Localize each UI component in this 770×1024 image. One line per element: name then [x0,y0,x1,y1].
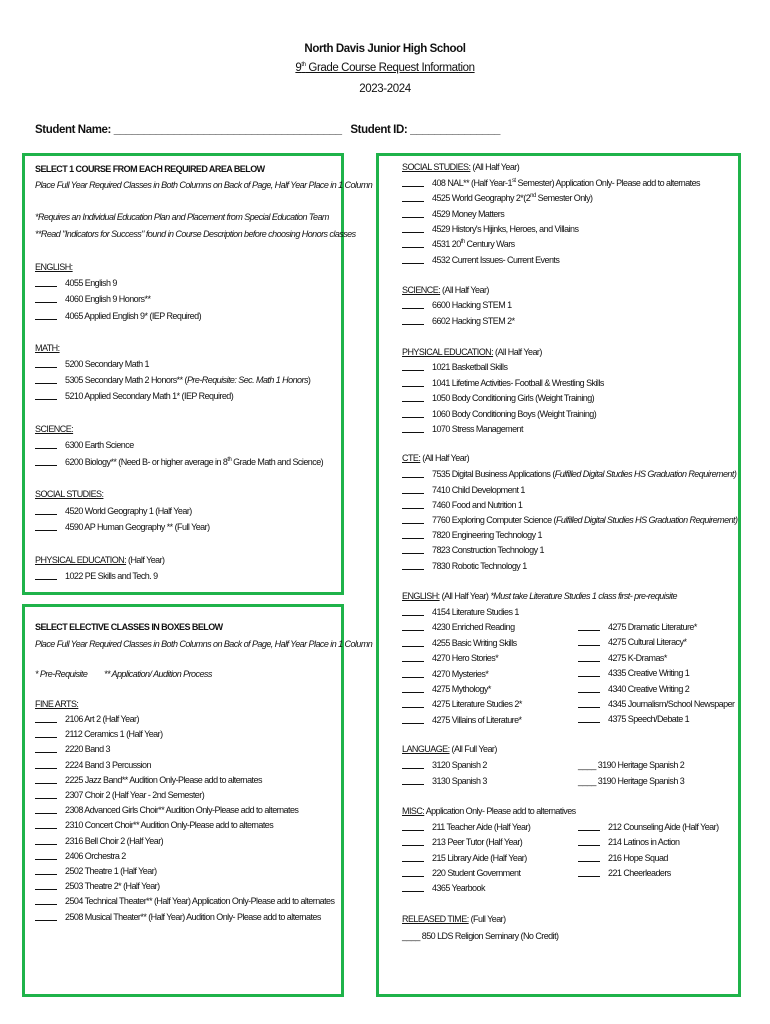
math-option[interactable]: 5305 Secondary Math 2 Honors** (Pre-Requisite: Sec. Math 1 Honors) [35,375,310,386]
r-pe-option[interactable] [402,393,594,404]
r-english-option-label: 4270 Hero Stories* [432,653,499,664]
answer-blank[interactable] [35,881,57,890]
r-misc-option-label: 211 Teacher Aide (Half Year) [432,822,531,832]
r-english-option[interactable] [578,699,734,710]
r-misc-option-label: 212 Counseling Aide (Half Year) [608,822,719,832]
r-cte-option[interactable]: 7410 Child Development 1 [402,485,525,496]
r-pe-option-label: 1070 Stress Management [432,424,523,434]
r-misc-option[interactable] [402,868,520,879]
r-english-option-label: 4375 Speech/Debate 1 [608,714,690,725]
answer-blank[interactable] [402,715,424,724]
fine-arts-option-label: 2106 Art 2 (Half Year) [65,714,139,724]
pe-label: PHYSICAL EDUCATION: (Half Year) [35,555,165,565]
r-science-label: SCIENCE: (All Half Year) [402,285,489,295]
fine-arts-option[interactable] [35,866,157,877]
fine-arts-option[interactable] [35,714,139,725]
answer-blank[interactable] [578,699,600,708]
r-english-option[interactable] [402,684,491,695]
r-misc-option[interactable] [578,868,671,879]
fine-arts-option-label: 2316 Bell Choir 2 (Half Year) [65,835,164,846]
r-english-option[interactable] [402,653,498,664]
r-english-option[interactable] [402,622,515,633]
r-pe-option[interactable] [402,409,596,420]
r-pe-option[interactable] [402,378,604,389]
r-misc-option-label: 220 Student Government [432,867,521,878]
answer-blank[interactable] [578,837,600,846]
r-english-option-label: 4154 Literature Studies 1 [432,607,519,617]
r-language-option[interactable]: 3130 Spanish 3 [402,776,487,787]
r-misc-option-label: 213 Peer Tutor (Half Year) [432,837,523,848]
r-release-option[interactable]: ____ 850 LDS Religion Seminary (No Credit) [402,931,559,941]
r-cte-option[interactable]: 7820 Engineering Technology 1 [402,530,542,541]
r-english-option[interactable] [578,668,689,679]
r-cte-option[interactable]: 7460 Food and Nutrition 1 [402,500,522,511]
fine-arts-option-label: 2224 Band 3 Percussion [65,759,151,770]
r-language-option[interactable]: ____ 3190 Heritage Spanish 2 [578,760,685,770]
answer-blank[interactable] [35,820,57,829]
r-english-option-label: 4275 Villains of Literature* [432,714,522,725]
r-misc-option-label: 221 Cheerleaders [608,867,671,878]
answer-blank[interactable] [578,637,600,646]
document-subtitle: 9th Grade Course Request Information [295,62,475,74]
r-english-option[interactable] [578,684,689,695]
fine-arts-option[interactable] [35,775,262,786]
answer-blank[interactable] [35,805,57,814]
r-english-option[interactable] [578,622,697,633]
r-pe-label: PHYSICAL EDUCATION: (All Half Year) [402,347,542,357]
answer-blank[interactable] [402,669,424,678]
r-english-option[interactable] [402,669,488,680]
r-misc-option-label: 214 Latinos in Action [608,837,680,848]
r-cte-option[interactable]: 7830 Robotic Technology 1 [402,561,527,572]
math-label: MATH: [35,343,60,353]
r-english-option[interactable] [402,638,517,649]
r-pe-option-label: 1060 Body Conditioning Boys (Weight Training) [432,408,597,419]
r-english-option-label: 4275 Cultural Literacy* [608,637,687,648]
r-english-option-label: 4275 K-Dramas* [608,652,667,663]
answer-blank[interactable] [402,822,424,831]
fine-arts-option-label: 2220 Band 3 [65,744,110,755]
answer-blank[interactable] [402,393,424,402]
r-cte-option[interactable]: 7535 Digital Business Applications (Fulfilled Digital Studies HS Graduation Requirement) [402,469,736,480]
fine-arts-option[interactable] [35,760,151,771]
r-english-option-label: 4230 Enriched Reading [432,622,515,633]
r-social-option[interactable]: 4532 Current Issues- Current Events [402,255,559,266]
required-heading: SELECT 1 COURSE FROM EACH REQUIRED AREA BELOW [35,164,265,174]
r-social-option[interactable]: 4525 World Geography 2*(2nd Semester Only) [402,193,593,204]
fine-arts-option-label: 2508 Musical Theater** (Half Year) Audition Only- Please add to alternates [65,911,321,922]
student-name-field[interactable]: Student Name: ______________________________________ [35,124,342,136]
answer-blank[interactable] [35,851,57,860]
answer-blank[interactable] [402,837,424,846]
fine-arts-option-label: 2502 Theatre 1 (Half Year) [65,866,157,876]
fine-arts-option-label: 2504 Technical Theater** (Half Year) Application Only-Please add to alternates [65,896,335,907]
r-misc-option-label: 215 Library Aide (Half Year) [432,852,527,863]
r-misc-option[interactable] [578,822,719,833]
answer-blank[interactable] [35,775,57,784]
answer-blank[interactable] [402,853,424,862]
answer-blank[interactable] [402,883,424,892]
r-social-option[interactable]: 4529 Money Matters [402,209,504,220]
required-note-honors: **Read "Indicators for Success" found in Course Description before choosing Honors classes [35,229,356,239]
r-misc-option-label: 216 Hope Squad [608,852,668,863]
r-language-option[interactable]: 3120 Spanish 2 [402,760,487,771]
r-pe-option-label: 1041 Lifetime Activities- Football & Wrestling Skills [432,377,604,388]
answer-blank[interactable] [35,836,57,845]
r-misc-label: MISC: Application Only- Please add to alternatives [402,806,576,816]
r-english-option[interactable] [578,637,686,648]
answer-blank[interactable] [35,790,57,799]
answer-blank[interactable] [402,653,424,662]
fine-arts-option-label: 2310 Concert Choir** Audition Only-Please add to alternates [65,820,274,831]
answer-blank[interactable] [35,912,57,921]
pe-option[interactable]: 1022 PE Skills and Tech. 9 [35,571,158,582]
required-note-iep: *Requires an Individual Education Plan and Placement from Special Education Team [35,212,329,222]
fine-arts-option[interactable] [35,744,110,755]
fine-arts-option-label: 2503 Theatre 2* (Half Year) [65,881,160,892]
fine-arts-option[interactable] [35,820,273,831]
fine-arts-option[interactable] [35,896,334,907]
r-misc-option[interactable] [402,883,485,894]
r-english-option-label: 4275 Mythology* [432,684,491,694]
r-science-option[interactable]: 6602 Hacking STEM 2* [402,316,515,327]
english-label: ENGLISH: [35,262,73,272]
r-english-option-label: 4275 Literature Studies 2* [432,699,522,710]
fine-arts-option[interactable] [35,912,321,923]
r-misc-option[interactable] [402,853,527,864]
legend-prerequisite: * Pre-Requisite [35,669,88,679]
r-english-option[interactable] [402,715,522,726]
student-id-field[interactable]: Student ID: _______________ [350,124,501,136]
science-option[interactable]: 6300 Earth Science [35,440,134,451]
r-pe-option[interactable] [402,362,507,373]
r-cte-option[interactable]: 7760 Exploring Computer Science (Fulfilled Digital Studies HS Graduation Requirement) [402,515,737,526]
school-title: North Davis Junior High School [304,43,466,55]
answer-blank[interactable] [578,622,600,631]
r-english-option[interactable] [578,714,689,725]
r-social-option[interactable]: 408 NAL** (Half Year-1st Semester) Application Only- Please add to alternates [402,178,700,189]
english-option[interactable]: 4060 English 9 Honors** [35,294,150,305]
answer-blank[interactable] [35,866,57,875]
english-option[interactable]: 4055 English 9 [35,278,117,289]
answer-blank[interactable] [578,714,600,723]
r-language-label: LANGUAGE: (All Full Year) [402,744,497,754]
answer-blank[interactable] [578,653,600,662]
r-pe-option-label: 1021 Basketball Skills [432,362,508,372]
answer-blank[interactable] [578,868,600,877]
answer-blank[interactable] [35,744,57,753]
r-english-label: ENGLISH: (All Half Year) *Must take Literature Studies 1 class first- pre-requisite [402,591,678,601]
answer-blank[interactable] [402,622,424,631]
answer-blank[interactable] [402,684,424,693]
science-label: SCIENCE: [35,424,74,434]
r-science-option[interactable]: 6600 Hacking STEM 1 [402,300,512,311]
r-social-option[interactable]: 4531 20th Century Wars [402,239,515,250]
answer-blank[interactable] [402,868,424,877]
math-option[interactable]: 5200 Secondary Math 1 [35,359,149,370]
elective-instruction: Place Full Year Required Classes in Both Columns on Back of Page, Half Year Place in 1 Column [35,639,373,649]
fine-arts-option-label: 2225 Jazz Band** Audition Only-Please add to alternates [65,774,262,785]
r-misc-option[interactable] [402,822,530,833]
fine-arts-option[interactable] [35,851,126,862]
r-english-option-label: 4340 Creative Writing 2 [608,683,690,694]
social-studies-option[interactable]: 4590 AP Human Geography ** (Full Year) [35,522,210,533]
english-option[interactable]: 4065 Applied English 9* (IEP Required) [35,311,201,322]
r-english-option-label: 4255 Basic Writing Skills [432,637,517,648]
answer-blank[interactable] [402,699,424,708]
fine-arts-option[interactable] [35,790,204,801]
answer-blank[interactable] [578,668,600,677]
student-info-line [35,124,500,136]
fine-arts-label: FINE ARTS: [35,699,79,709]
r-pe-option[interactable] [402,424,523,435]
answer-blank[interactable] [402,378,424,387]
r-english-option-label: 4270 Mysteries* [432,668,489,679]
answer-blank[interactable] [402,362,424,371]
r-language-option[interactable]: ____ 3190 Heritage Spanish 3 [578,776,685,786]
social-studies-option[interactable]: 4520 World Geography 1 (Half Year) [35,506,192,517]
fine-arts-option-label: 2112 Ceramics 1 (Half Year) [65,729,163,740]
r-misc-option[interactable] [578,837,680,848]
required-instruction: Place Full Year Required Classes in Both Columns on Back of Page, Half Year Place in 1 Column [35,180,373,190]
fine-arts-option-label: 2307 Choir 2 (Half Year - 2nd Semester) [65,790,205,800]
r-cte-label: CTE: (All Half Year) [402,453,470,463]
school-year: 2023-2024 [359,83,411,95]
fine-arts-option-label: 2406 Orchestra 2 [65,850,126,861]
r-misc-option-label: 4365 Yearbook [432,883,485,894]
r-english-option-label: 4275 Dramatic Literature* [608,622,697,632]
answer-blank[interactable] [402,409,424,418]
answer-blank[interactable] [402,638,424,647]
fine-arts-option-label: 2308 Advanced Girls Choir** Audition Only-Please add to alternates [65,805,299,816]
answer-blank[interactable] [35,896,57,905]
r-misc-option[interactable] [578,853,668,864]
answer-blank[interactable] [578,684,600,693]
answer-blank[interactable] [402,424,424,433]
r-release-label: RELEASED TIME: (Full Year) [402,914,506,924]
science-option[interactable]: 6200 Biology** (Need B- or higher average in 8th Grade Math and Science) [35,457,323,468]
elective-heading: SELECT ELECTIVE CLASSES IN BOXES BELOW [35,622,223,632]
r-english-option-label: 4335 Creative Writing 1 [608,668,690,679]
r-social-label: SOCIAL STUDIES: (All Half Year) [402,162,520,172]
legend-application: ** Application/ Audition Process [104,669,212,679]
fine-arts-option[interactable] [35,881,160,892]
fine-arts-option[interactable] [35,836,163,847]
math-option[interactable]: 5210 Applied Secondary Math 1* (IEP Required) [35,391,233,402]
r-english-option[interactable] [402,607,519,618]
r-pe-option-label: 1050 Body Conditioning Girls (Weight Training) [432,393,595,403]
answer-blank[interactable] [578,822,600,831]
r-misc-option[interactable] [402,837,522,848]
r-social-option[interactable]: 4529 History's Hijinks, Heroes, and Villains [402,224,578,235]
answer-blank[interactable] [402,607,424,616]
answer-blank[interactable] [35,729,57,738]
answer-blank[interactable] [35,714,57,723]
fine-arts-option[interactable] [35,729,163,740]
answer-blank[interactable] [578,853,600,862]
r-english-option-label: 4345 Journalism/School Newspaper [608,699,735,709]
fine-arts-option[interactable] [35,805,298,816]
r-cte-option[interactable]: 7823 Construction Technology 1 [402,545,544,556]
r-english-option[interactable] [578,653,667,664]
r-english-option[interactable] [402,699,522,710]
answer-blank[interactable] [35,760,57,769]
social-studies-label: SOCIAL STUDIES: [35,489,104,499]
